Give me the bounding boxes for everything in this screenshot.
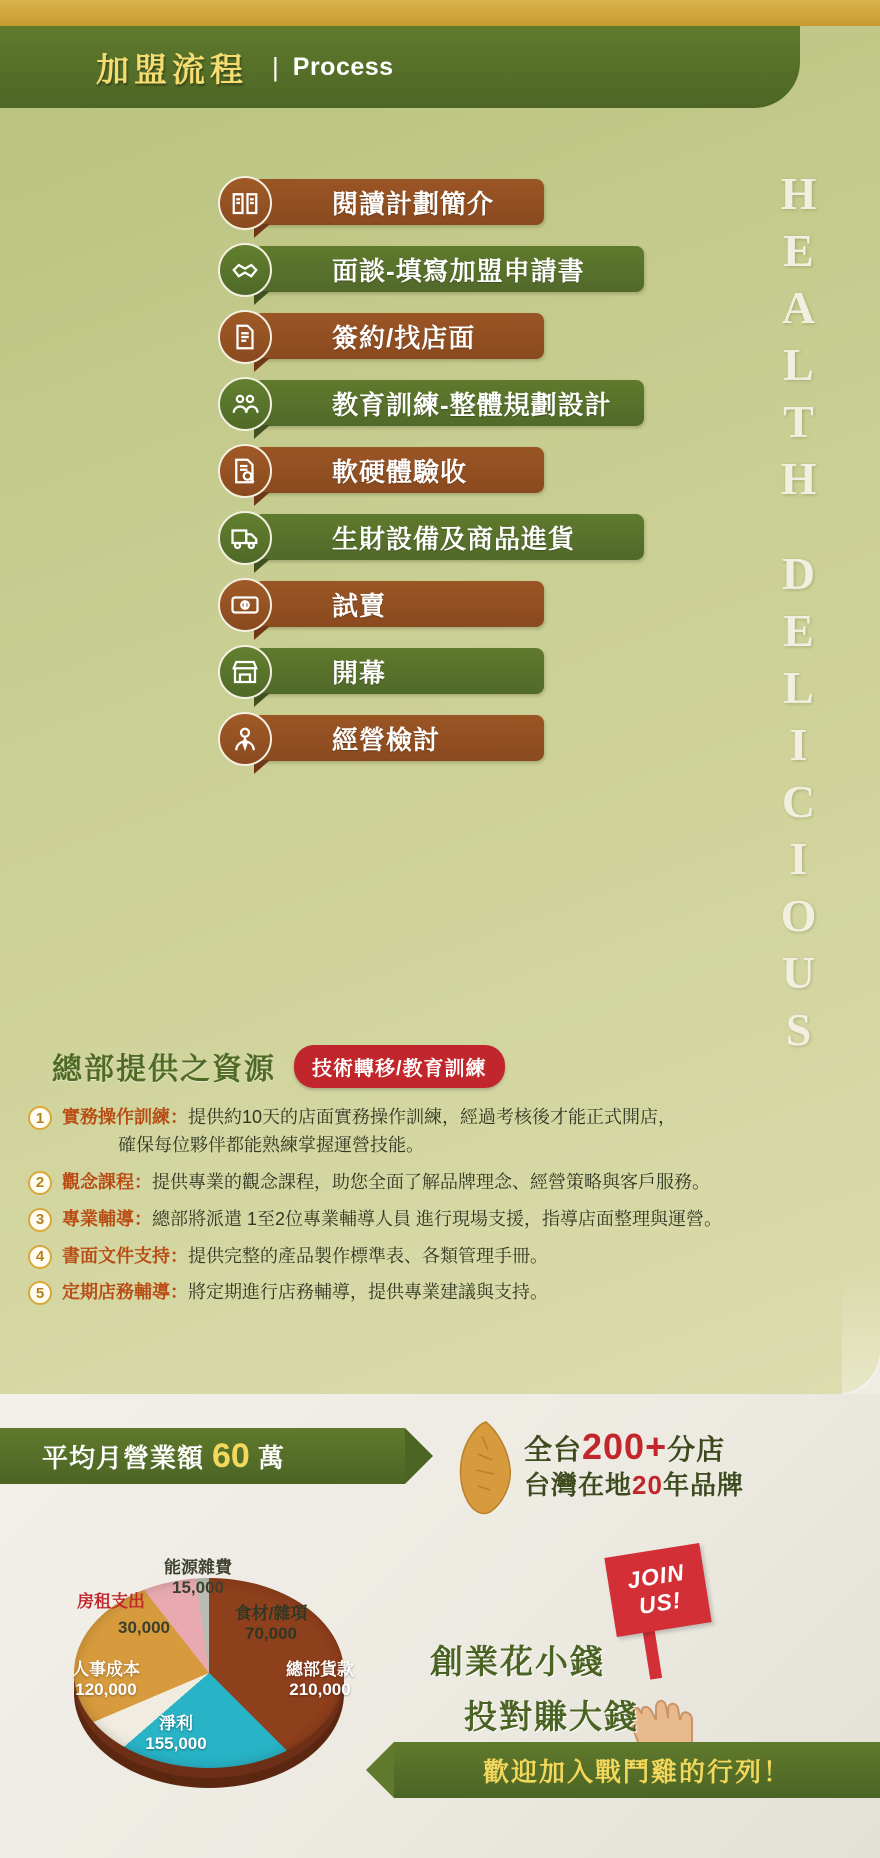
resource-item (28, 1104, 852, 1160)
process-step-bar (254, 179, 544, 225)
group-people-icon (218, 377, 272, 431)
process-step-label: 軟硬體驗收 (332, 456, 468, 487)
pie-label-staff (48, 1660, 164, 1701)
process-step-bar (254, 447, 544, 493)
resource-item-lead: 觀念課程： (62, 1171, 152, 1192)
process-step-bar (254, 514, 644, 560)
resource-item-continuation: 確保每位夥伴都能熟練掌握運營技能。 (118, 1134, 424, 1155)
resource-item-number: 1 (28, 1106, 52, 1130)
pie-label-energy-value: 15,000 (172, 1578, 224, 1598)
pie-label-profit (118, 1714, 234, 1755)
resource-item-lead: 專業輔導： (62, 1208, 152, 1229)
resource-item-body: 提供專業的觀念課程，助您全面了解品牌理念、經營策略與客戶服務。 (152, 1171, 710, 1192)
pie-label-staff-name: 人事成本 (72, 1660, 140, 1679)
process-step-label: 經營檢討 (332, 724, 441, 755)
resource-item-body: 將定期進行店務輔導，提供專業建議與支持。 (188, 1282, 548, 1303)
store-count-line2 (524, 1469, 744, 1503)
process-step-label: 簽約/找店面 (332, 322, 476, 353)
average-revenue-banner (0, 1428, 405, 1484)
page-title-en: Process (292, 52, 394, 81)
process-step-label: 教育訓練-整體規劃設計 (332, 389, 612, 420)
vertical-text-delicious: DELICIOUS (773, 548, 824, 1061)
resource-item (28, 1169, 852, 1197)
pie-label-rent-value: 30,000 (118, 1618, 170, 1637)
process-step-bar (254, 380, 644, 426)
welcome-text: 歡迎加入戰鬥雞的行列！ (482, 1756, 791, 1787)
pie-label-rent-name: 房租支出 (77, 1592, 145, 1611)
pie-label-food (213, 1604, 329, 1645)
resource-item-text (62, 1169, 710, 1197)
store-line2-suffix: 年品牌 (662, 1470, 744, 1500)
resource-item-body: 總部將派遣 1至2位專業輔導人員 進行現場支援，指導店面整理與運營。 (152, 1208, 723, 1229)
store-line1-prefix: 全台 (524, 1434, 583, 1465)
revenue-prefix: 平均月營業額 (42, 1442, 205, 1473)
join-us-line2: US! (636, 1586, 684, 1620)
resource-item (28, 1206, 852, 1234)
pie-label-profit-name: 淨利 (159, 1714, 193, 1733)
process-flow-list (218, 176, 688, 779)
process-step[interactable] (218, 511, 688, 565)
store-count-block (524, 1424, 744, 1503)
resource-item-number: 4 (28, 1245, 52, 1269)
truck-icon (218, 511, 272, 565)
process-step-label: 生財設備及商品進貨 (332, 523, 576, 554)
store-line2-number: 20 (632, 1470, 663, 1500)
resources-list (28, 1104, 852, 1316)
process-step-label: 面談-填寫加盟申請書 (332, 255, 585, 286)
store-count-line1 (524, 1424, 744, 1469)
pie-label-rent-value-wrap (94, 1618, 194, 1638)
resources-title: 總部提供之資源 (52, 1053, 276, 1086)
top-gold-strip (0, 0, 880, 26)
process-step-bar (254, 246, 644, 292)
process-step[interactable] (218, 243, 688, 297)
process-step[interactable] (218, 578, 688, 632)
pie-label-energy-name: 能源雜費 (164, 1558, 232, 1577)
pie-label-hq-value: 210,000 (289, 1680, 351, 1700)
pie-label-rent-name-wrap (56, 1592, 166, 1612)
store-line1-number: 200+ (582, 1426, 668, 1467)
taiwan-map-icon (448, 1420, 522, 1516)
person-tie-icon (218, 712, 272, 766)
document-search-icon (218, 444, 272, 498)
process-step-bar (254, 648, 544, 694)
pie-label-food-name: 食材/雜項 (234, 1604, 308, 1623)
pie-label-food-value: 70,000 (245, 1624, 297, 1644)
process-step[interactable] (218, 377, 688, 431)
resource-item-number: 3 (28, 1208, 52, 1232)
pie-label-staff-value: 120,000 (75, 1680, 137, 1700)
resource-item-body: 提供完整的產品製作標準表、各類管理手冊。 (188, 1245, 548, 1266)
header-divider: | (272, 51, 279, 82)
resource-item-text (62, 1243, 548, 1271)
open-book-icon (218, 176, 272, 230)
vertical-text-health: HEALTH (773, 168, 824, 510)
pie-label-profit-value: 155,000 (145, 1734, 207, 1754)
store-line1-suffix: 分店 (667, 1434, 726, 1465)
process-step[interactable] (218, 712, 688, 766)
process-step[interactable] (218, 176, 688, 230)
resource-item-lead: 實務操作訓練： (62, 1107, 188, 1127)
resource-item-text (62, 1104, 676, 1160)
resource-item-lead: 定期店務輔導： (62, 1282, 188, 1303)
handshake-icon (218, 243, 272, 297)
resource-item-lead: 書面文件支持： (62, 1245, 188, 1266)
resources-badge: 技術轉移/教育訓練 (294, 1045, 505, 1088)
process-step-bar (254, 715, 544, 761)
revenue-number: 60 (212, 1436, 250, 1475)
resource-item-text (62, 1206, 722, 1234)
pie-label-hq (258, 1660, 382, 1701)
store-line2-prefix: 台灣在地 (524, 1470, 633, 1500)
join-us-line1: JOIN (625, 1558, 687, 1594)
process-step-label: 開幕 (332, 657, 387, 688)
resource-item-body: 提供約10天的店面實務操作訓練，經過考核後才能正式開店， (188, 1107, 677, 1127)
resource-item (28, 1279, 852, 1307)
resource-item-number: 2 (28, 1171, 52, 1195)
page-title-cn: 加盟流程 (96, 50, 248, 88)
resources-header (52, 1044, 505, 1088)
resource-item-number: 5 (28, 1281, 52, 1305)
process-step[interactable] (218, 645, 688, 699)
process-step-label: 閱讀計劃簡介 (332, 188, 495, 219)
join-us-badge (604, 1543, 711, 1637)
process-step-label: 試賣 (332, 590, 387, 621)
resource-item-text (62, 1279, 548, 1307)
resource-item (28, 1243, 852, 1271)
contract-icon (218, 310, 272, 364)
header-banner (0, 26, 800, 108)
process-step-bar (254, 581, 544, 627)
process-step[interactable] (218, 444, 688, 498)
shop-icon (218, 645, 272, 699)
process-step[interactable] (218, 310, 688, 364)
pie-label-hq-name: 總部貨款 (286, 1660, 354, 1679)
money-icon (218, 578, 272, 632)
slogan-block (430, 1636, 639, 1738)
process-step-bar (254, 313, 544, 359)
revenue-suffix: 萬 (257, 1442, 284, 1473)
slogan-line2: 投對賺大錢 (464, 1698, 639, 1735)
welcome-bar (394, 1742, 880, 1798)
slogan-line1: 創業花小錢 (430, 1643, 605, 1680)
